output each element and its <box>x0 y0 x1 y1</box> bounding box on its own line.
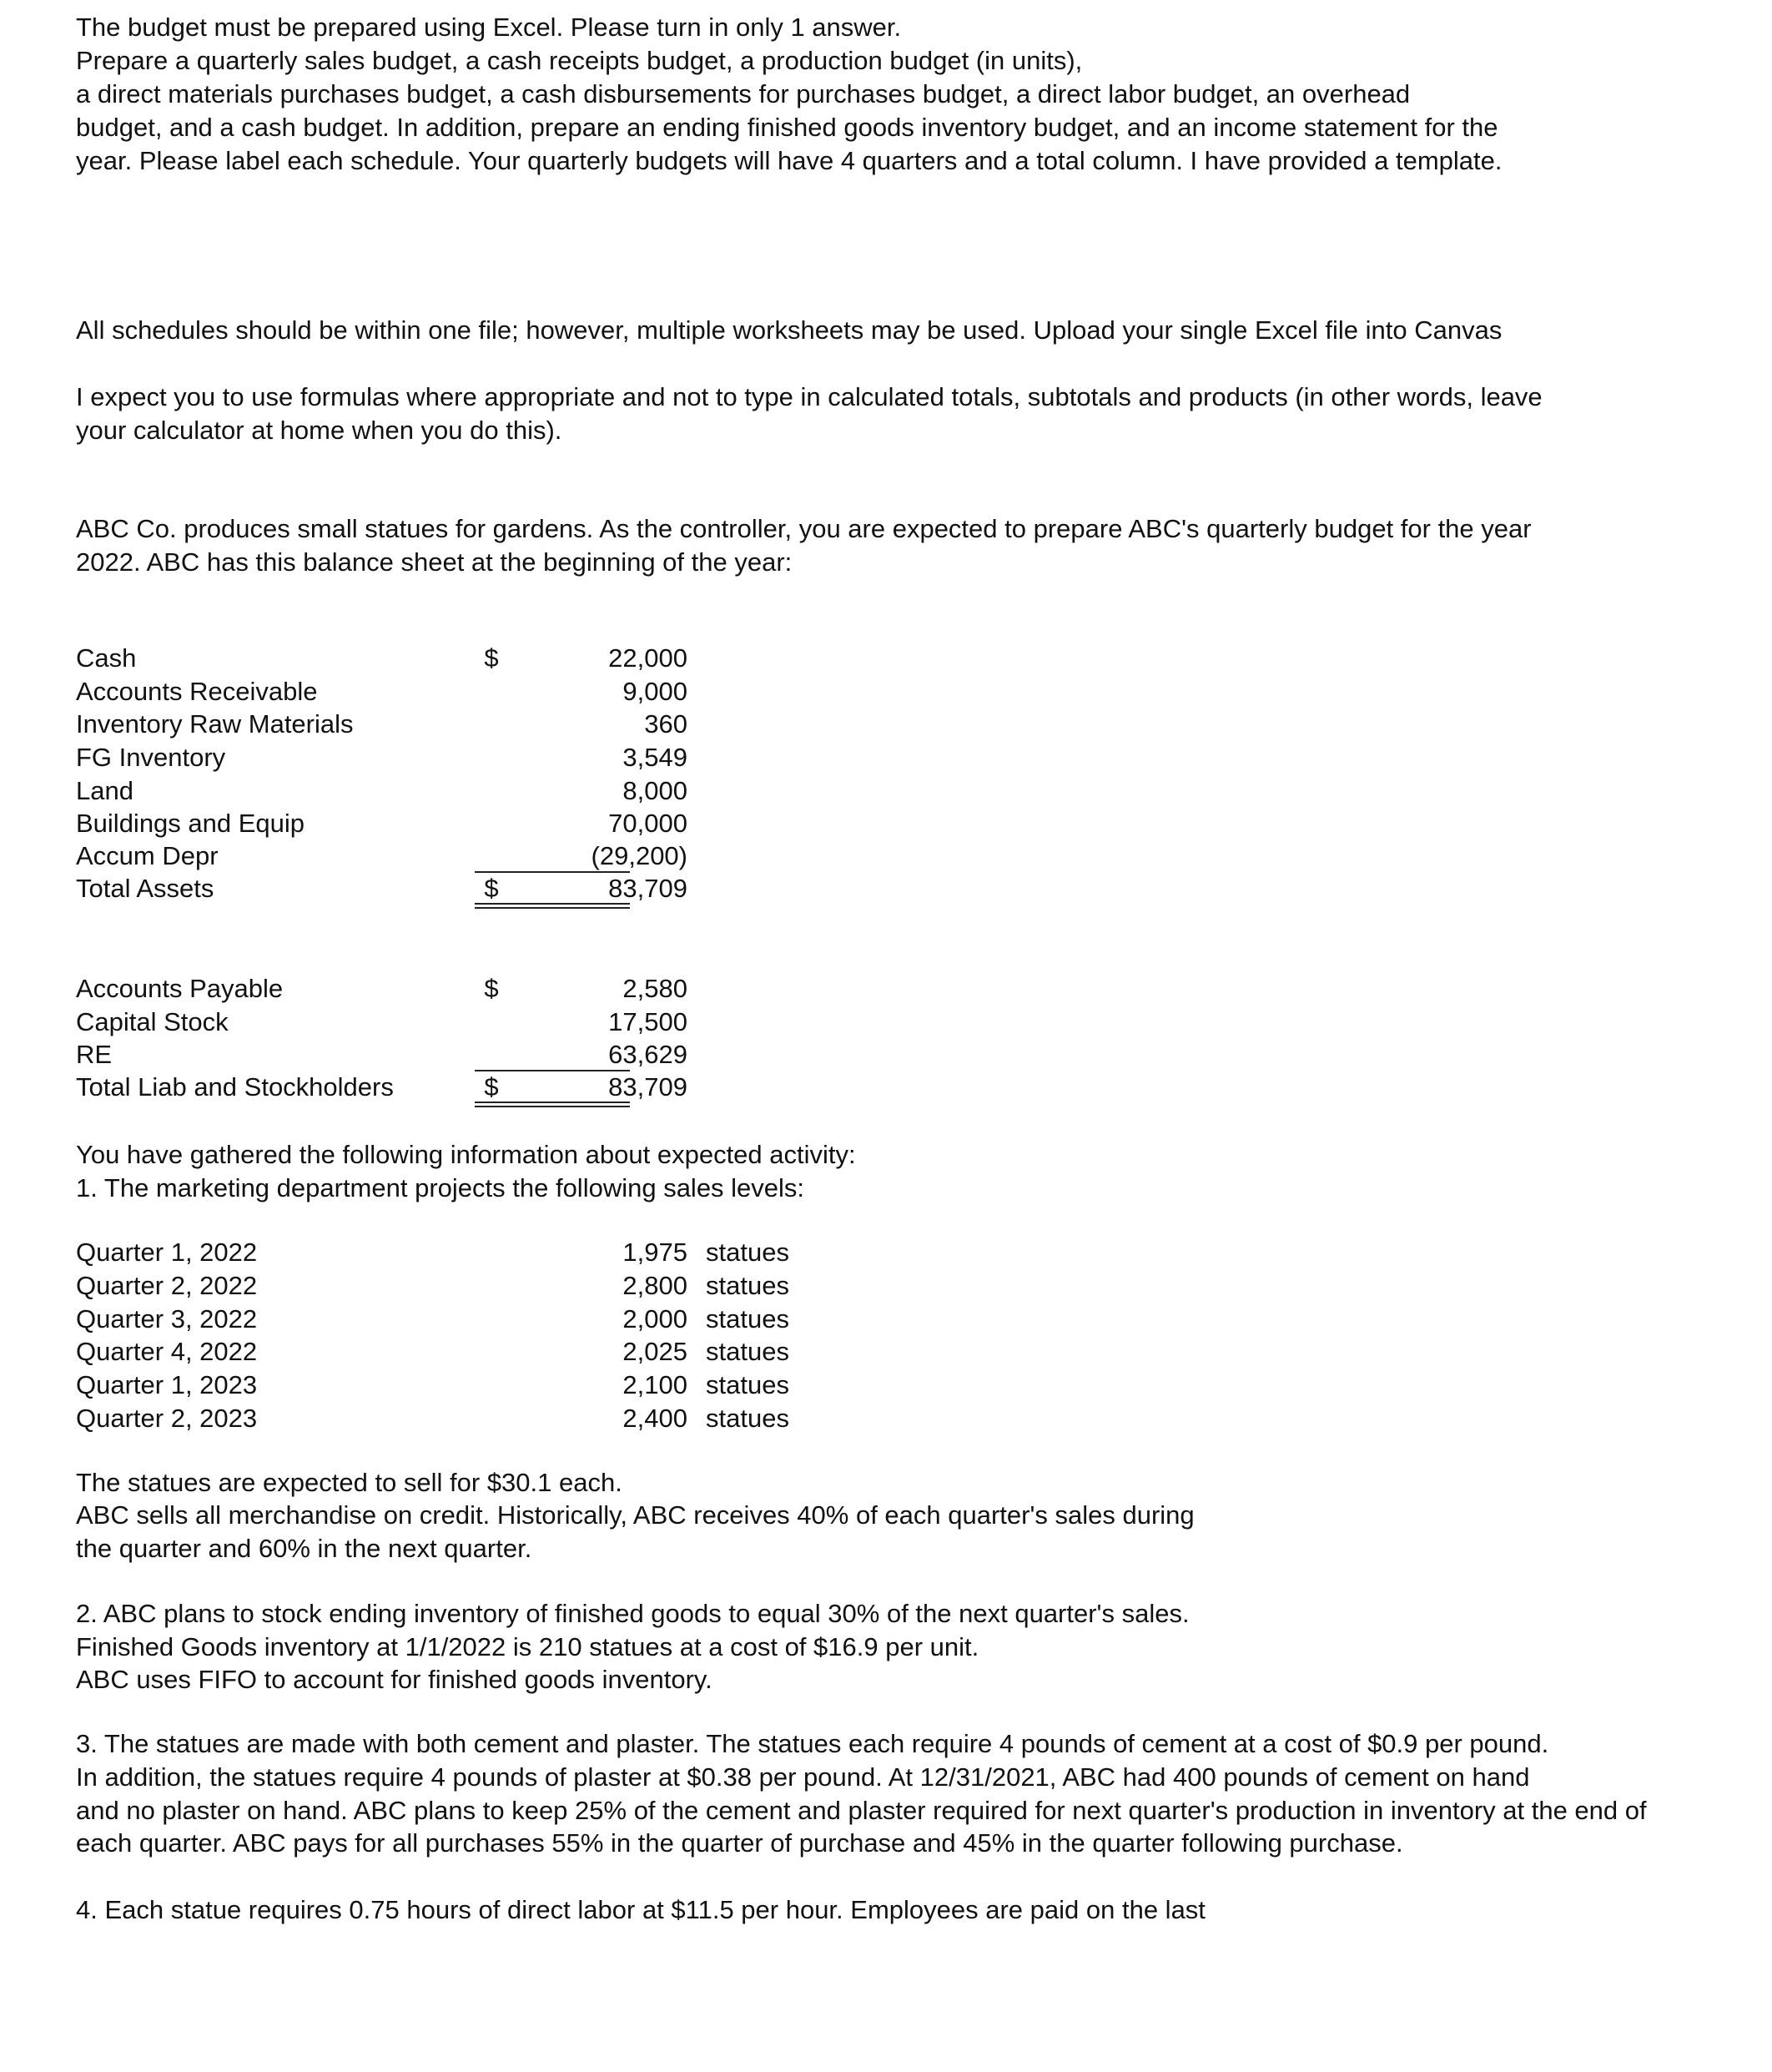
sales-row <box>76 1335 910 1369</box>
balance-amount: 8,000 <box>622 776 687 805</box>
currency-symbol: $ <box>484 643 499 673</box>
formula-note-line: I expect you to use formulas where appropriate and not to type in calculated totals, subtotals and products (in other words, leave <box>76 382 1543 411</box>
balance-label: Accum Depr <box>76 841 219 870</box>
balance-row-buildings <box>76 807 910 840</box>
balance-amount: 3,549 <box>622 743 687 772</box>
activity-intro-line: 1. The marketing department projects the following sales levels: <box>76 1173 805 1202</box>
balance-amount: 70,000 <box>608 809 687 838</box>
balance-amount: 22,000 <box>608 643 687 673</box>
sales-row <box>76 1369 910 1402</box>
instructions-line: Prepare a quarterly sales budget, a cash receipts budget, a production budget (in units), <box>76 46 1083 75</box>
balance-amount: (29,200) <box>591 841 687 870</box>
balance-label: FG Inventory <box>76 743 226 772</box>
sales-units: 2,400 <box>622 1404 687 1433</box>
sales-row <box>76 1269 910 1303</box>
item3-line: and no plaster on hand. ABC plans to keep 25% of the cement and plaster required for next quarter's production in inventory at the end of <box>76 1796 1647 1825</box>
sales-row <box>76 1402 910 1435</box>
balance-label: Cash <box>76 643 137 673</box>
instructions-line: The budget must be prepared using Excel. Please turn in only 1 answer. <box>76 13 902 42</box>
item2-line: 2. ABC plans to stock ending inventory of finished goods to equal 30% of the next quarter's sales. <box>76 1599 1190 1628</box>
balance-label: Total Assets <box>76 874 214 903</box>
currency-symbol: $ <box>484 874 499 903</box>
sales-row <box>76 1236 910 1269</box>
balance-label: Total Liab and Stockholders <box>76 1072 394 1102</box>
balance-row-total-liab <box>76 1071 910 1104</box>
item4-line: 4. Each statue requires 0.75 hours of direct labor at $11.5 per hour. Employees are paid on the last <box>76 1895 1206 1924</box>
balance-amount: 83,709 <box>608 874 687 903</box>
balance-amount: 360 <box>644 709 687 739</box>
balance-label: Inventory Raw Materials <box>76 709 354 739</box>
instructions-line: budget, and a cash budget. In addition, prepare an ending finished goods inventory budget, and an income statement for the <box>76 113 1498 142</box>
balance-label: Accounts Payable <box>76 974 284 1003</box>
sales-row <box>76 1303 910 1336</box>
total-rule <box>475 907 630 909</box>
total-rule <box>475 1106 630 1107</box>
balance-row-re <box>76 1038 910 1071</box>
balance-amount: 83,709 <box>608 1072 687 1102</box>
balance-row-accounts-payable <box>76 972 910 1006</box>
sales-units: 2,025 <box>622 1337 687 1366</box>
company-intro-line: 2022. ABC has this balance sheet at the beginning of the year: <box>76 547 793 577</box>
company-intro-line: ABC Co. produces small statues for gardens. As the controller, you are expected to prepare ABC's quarterly budget for the year <box>76 514 1532 543</box>
item3-line: each quarter. ABC pays for all purchases 55% in the quarter of purchase and 45% in the quarter following purchase. <box>76 1828 1403 1858</box>
sales-note-line: ABC sells all merchandise on credit. Historically, ABC receives 40% of each quarter's sales during <box>76 1500 1195 1530</box>
balance-amount: 63,629 <box>608 1040 687 1069</box>
item2-line: Finished Goods inventory at 1/1/2022 is 210 statues at a cost of $16.9 per unit. <box>76 1632 979 1661</box>
instructions-line: a direct materials purchases budget, a cash disbursements for purchases budget, a direct labor budget, an overhead <box>76 79 1411 108</box>
sales-unit-label: statues <box>706 1337 789 1366</box>
currency-symbol: $ <box>484 974 499 1003</box>
balance-label: Buildings and Equip <box>76 809 305 838</box>
balance-label: Capital Stock <box>76 1007 229 1036</box>
sales-units: 2,800 <box>622 1271 687 1300</box>
balance-label: Accounts Receivable <box>76 677 318 706</box>
balance-amount: 9,000 <box>622 677 687 706</box>
file-note: All schedules should be within one file; however, multiple worksheets may be used. Upload your single Excel file into Canvas <box>76 315 1503 345</box>
sales-units: 1,975 <box>622 1238 687 1267</box>
balance-row-accounts-receivable <box>76 675 910 708</box>
item3-line: In addition, the statues require 4 pounds of plaster at $0.38 per pound. At 12/31/2021, ABC had 400 pounds of cement on hand <box>76 1762 1530 1792</box>
sales-note-line: the quarter and 60% in the next quarter. <box>76 1534 532 1563</box>
sales-quarter: Quarter 2, 2022 <box>76 1271 258 1300</box>
activity-intro-line: You have gathered the following information about expected activity: <box>76 1140 856 1169</box>
sales-quarter: Quarter 3, 2022 <box>76 1304 258 1333</box>
formula-note-line: your calculator at home when you do this). <box>76 416 562 445</box>
balance-row-accum-depr <box>76 839 910 873</box>
sales-unit-label: statues <box>706 1271 789 1300</box>
sales-quarter: Quarter 1, 2023 <box>76 1370 258 1399</box>
balance-row-raw-materials <box>76 708 910 741</box>
currency-symbol: $ <box>484 1072 499 1102</box>
item2-line: ABC uses FIFO to account for finished goods inventory. <box>76 1665 712 1694</box>
sales-units: 2,100 <box>622 1370 687 1399</box>
sales-unit-label: statues <box>706 1370 789 1399</box>
balance-row-total-assets <box>76 872 910 905</box>
total-rule <box>475 903 630 905</box>
item3-line: 3. The statues are made with both cement and plaster. The statues each require 4 pounds of cement at a cost of $0.9 per pound. <box>76 1729 1549 1758</box>
sales-unit-label: statues <box>706 1404 789 1433</box>
balance-label: Land <box>76 776 133 805</box>
sales-unit-label: statues <box>706 1238 789 1267</box>
instructions-line: year. Please label each schedule. Your quarterly budgets will have 4 quarters and a total column. I have provided a template. <box>76 146 1503 175</box>
sales-note-line: The statues are expected to sell for $30.1 each. <box>76 1468 622 1497</box>
balance-row-cash <box>76 642 910 675</box>
sales-quarter: Quarter 1, 2022 <box>76 1238 258 1267</box>
total-rule <box>475 1102 630 1103</box>
sales-units: 2,000 <box>622 1304 687 1333</box>
sales-unit-label: statues <box>706 1304 789 1333</box>
balance-amount: 17,500 <box>608 1007 687 1036</box>
balance-label: RE <box>76 1040 113 1069</box>
balance-row-fg-inventory <box>76 741 910 774</box>
sales-quarter: Quarter 2, 2023 <box>76 1404 258 1433</box>
balance-amount: 2,580 <box>622 974 687 1003</box>
balance-row-capital-stock <box>76 1006 910 1039</box>
balance-row-land <box>76 774 910 808</box>
sales-quarter: Quarter 4, 2022 <box>76 1337 258 1366</box>
